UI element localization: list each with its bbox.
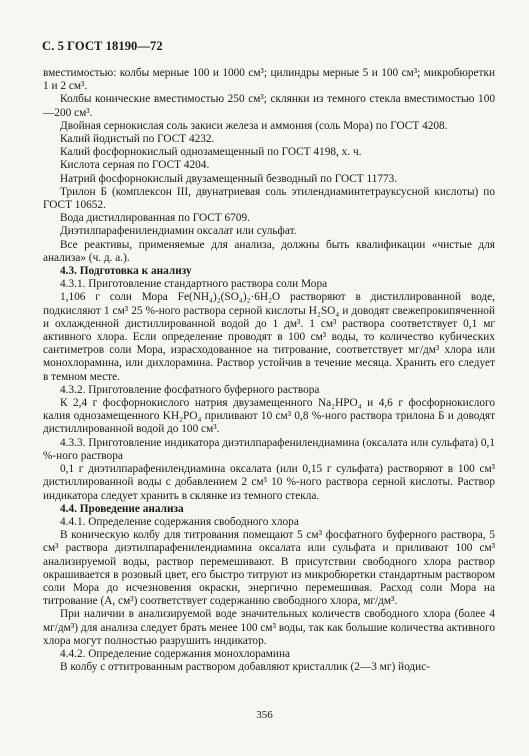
page-number: 356 — [256, 709, 273, 721]
paragraph: Трилон Б (комплексон III, двунатриевая соль этилендиаминтетрауксусной кислоты) по ГОСТ 10652. — [43, 185, 495, 212]
paragraph: Диэтилпарафенилендиамин оксалат или сульфат. — [60, 225, 297, 238]
running-header: С. 5 ГОСТ 18190—72 — [42, 39, 163, 53]
subsection-heading: 4.4.2. Определение содержания монохлорамина — [60, 647, 291, 660]
body-text — [43, 67, 495, 674]
paragraph: Все реактивы, применяемые для анализа, должны быть квалификации «чистые для анализа» (ч. д. а.). — [43, 238, 495, 264]
subsection-heading: 4.4.1. Определение содержания свободного хлора — [60, 515, 299, 528]
paragraph: Калий фосфорнокислый однозамещенный по ГОСТ 4198, х. ч. — [60, 146, 362, 159]
paragraph: Вода дистиллированная по ГОСТ 6709. — [60, 212, 250, 225]
subsection-heading: 4.3.1. Приготовление стандартного раствора соли Мора — [60, 278, 328, 291]
paragraph: 1,106 г соли Мора Fe(NH₄)₂(SO₄)₂·6H₂O растворяют в дистиллированной воде, подкисляют 1 см³ 25 %-ного раствора серной кислоты H₂SO₄ и доводят свежепрокипяченной и охлажденной дистиллированной водой до 1 дм³. 1 см³ раствора соответствует 0,1 мг активного хлора. Если определение проводят в 100 см³ воды, то количество кубических сантиметров соли Мора, израсходованное на титрование, соответствует мг/дм³ хлора или монохлорамина, или дихлорамина. Раствор устойчив в течение месяца. Хранить его следует в темном месте. — [43, 291, 495, 383]
subsection-heading: 4.3.3. Приготовление индикатора диэтилпарафенилендиамина (оксалата или сульфата) 0,1 %-ного раствора — [43, 436, 495, 462]
section-heading: 4.4. Проведение анализа — [60, 502, 184, 515]
paragraph: В колбу с оттитрованным раствором добавляют кристаллик (2—3 мг) йодис- — [60, 661, 430, 674]
paragraph: Колбы конические вместимостью 250 см³; склянки из темного стекла вместимостью 100—200 см³. — [43, 93, 495, 119]
paragraph: 0,1 г диэтилпарафенилендиамина оксалата (или 0,15 г сульфата) растворяют в 100 см³ дистиллированной воды с добавлением 2 см³ 10 %-ного раствора серной кислоты. Раствор индикатора следует хранить в склянке из темного стекла. — [43, 463, 495, 502]
paragraph: К 2,4 г фосфорнокислого натрия двузамещенного Na₂HPO₄ и 4,6 г фосфорнокислого калия однозамещенного KH₂PO₄ приливают 10 см³ 0,8 %-ного раствора трилона Б и доводят дистиллированной водой до 100 см³. — [43, 397, 495, 436]
paragraph: В коническую колбу для титрования помещают 5 см³ фосфатного буферного раствора, 5 см³ раствора диэтилпарафенилендиамина оксалата или сульфата и приливают 100 см³ анализируемой воды, раствор перемешивают. В присутствии свободного хлора раствор окрашивается в розовый цвет, его быстро титруют из микробюретки стандартным раствором соли Мора до исчезновения окраски, энергично перемешивая. Расход соли Мора на титрование (A, см³) соответствует содержанию свободного хлора, мг/дм³. — [43, 529, 495, 608]
section-heading: 4.3. Подготовка к анализу — [60, 265, 192, 278]
paragraph: Калий йодистый по ГОСТ 4232. — [60, 133, 215, 146]
paragraph: Кислота серная по ГОСТ 4204. — [60, 159, 210, 172]
subsection-heading: 4.3.2. Приготовление фосфатного буферного раствора — [60, 383, 320, 396]
paragraph: Натрий фосфорнокислый двузамещенный безводный по ГОСТ 11773. — [60, 172, 398, 185]
paragraph: Двойная сернокислая соль закиси железа и аммония (соль Мора) по ГОСТ 4208. — [60, 119, 448, 132]
paragraph: При наличии в анализируемой воде значительных количеств свободного хлора (более 4 мг/дм³) для анализа следует брать менее 100 см³ воды, так как большие количества активного хлора могут полностью разрушить индикатор. — [43, 608, 495, 647]
paragraph: вместимостью: колбы мерные 100 и 1000 см³; цилиндры мерные 5 и 100 см³; микробюретки 1 и 2 см³. — [43, 67, 495, 93]
